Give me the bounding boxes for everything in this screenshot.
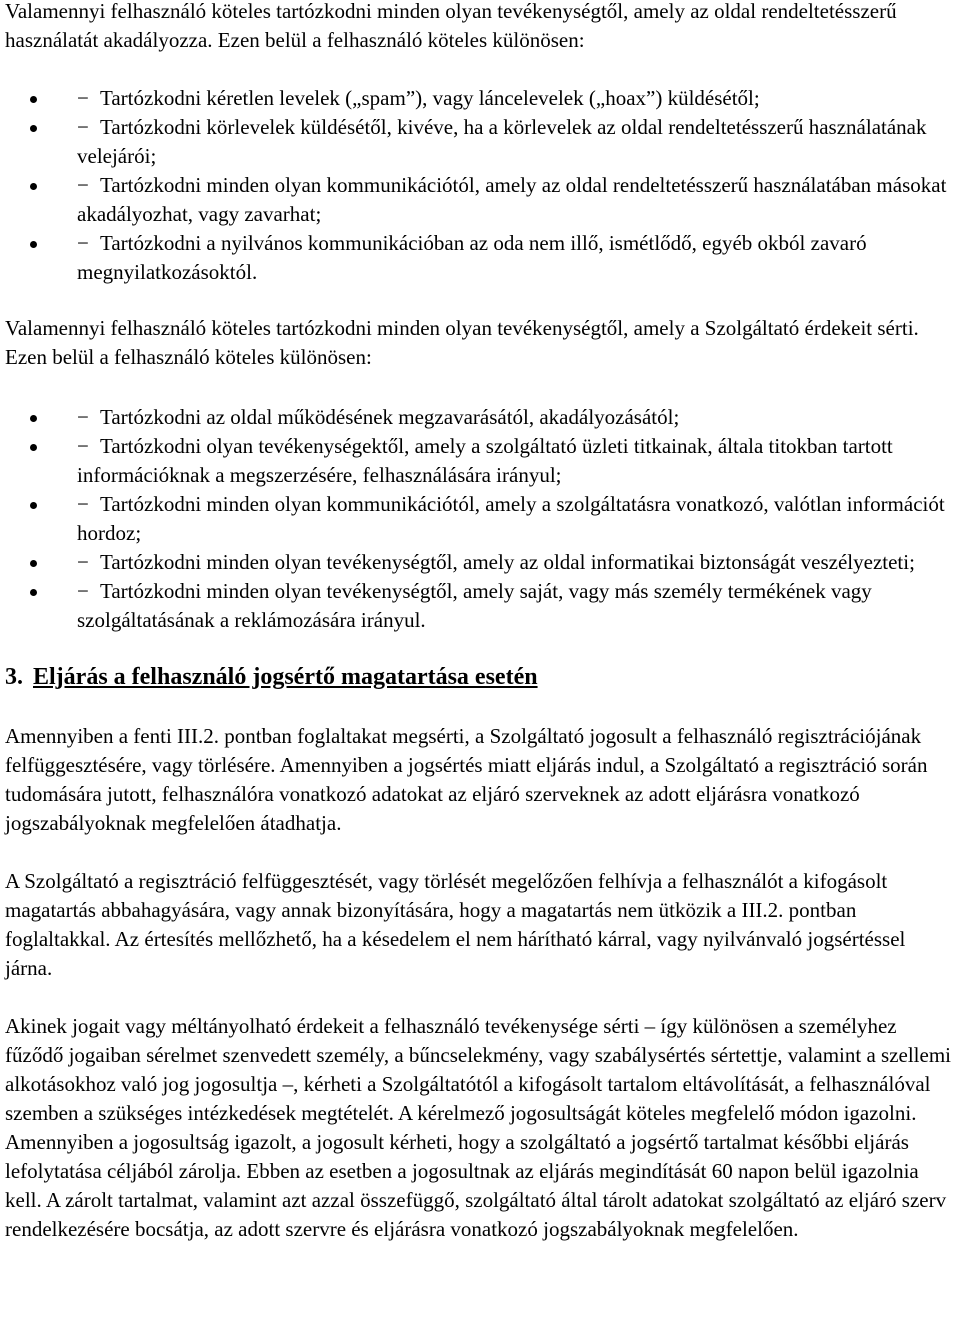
- list-item: [5, 548, 955, 577]
- list-item: [5, 84, 955, 113]
- usage-obligations-list: [5, 84, 955, 287]
- dash-glyph: −: [77, 115, 89, 139]
- dash-glyph: −: [77, 173, 89, 197]
- section-heading: [5, 661, 955, 693]
- provider-obligations-list: [5, 403, 955, 635]
- list-item-text: Tartózkodni az oldal működésének megzavarásától, akadályozásától;: [100, 405, 680, 429]
- list-item-text: Tartózkodni minden olyan kommunikációtól, amely az oldal rendeltetésszerű használatában másokat akadályozhat, vagy zavarhat;: [77, 173, 947, 226]
- bullet-icon: [30, 444, 37, 451]
- dash-glyph: −: [77, 231, 89, 255]
- list-item-text: Tartózkodni körlevelek küldésétől, kivéve, ha a körlevelek az oldal rendeltetésszerű használatának velejárói;: [77, 115, 927, 168]
- list-item-text: Tartózkodni minden olyan tevékenységtől, amely az oldal informatikai biztonságát veszélyezteti;: [100, 550, 915, 574]
- list-item: [5, 171, 955, 229]
- list-item-text: Tartózkodni olyan tevékenységektől, amely a szolgáltató üzleti titkainak, általa titokban tartott információknak a megszerzésére, felhasználására irányul;: [77, 434, 893, 487]
- list-item: [5, 229, 955, 287]
- bullet-icon: [30, 183, 37, 190]
- list-item: [5, 577, 955, 635]
- dash-glyph: −: [77, 405, 89, 429]
- rights-holder-paragraph: Akinek jogait vagy méltányolható érdekeit a felhasználó tevékenysége sérti – így különösen a személyhez fűződő jogaiban sérelmet szenvedett személy, a bűncselekmény, vagy szabálysértés sértettje, valamint a szellemi alkotásokhoz való jog jogosultja –, kérheti a Szolgáltatótól a kifogásolt tartalom eltávolítását, a felhasználóval szemben a szükséges intézkedések megtételét. A kérelmező jogosultságát köteles megfelelő módon igazolni. Amennyiben a jogosultság igazolt, a jogosult kérheti, hogy a szolgáltató a jogsértő tartalmat későbbi eljárás lefolytatása céljából zárolja. Ebben az esetben a jogosultnak az eljárás megindítását 60 napon belül igazolnia kell. A zárolt tartalmat, valamint azt azzal összefüggő, szolgáltató által tárolt adatokat szolgáltató az eljáró szerv rendelkezésére bocsátja, az adott szervre és eljárásra vonatkozó jogszabályoknak megfelelően.: [5, 1014, 951, 1241]
- bullet-icon: [30, 96, 37, 103]
- section-number: 3.: [5, 664, 23, 690]
- notice-paragraph: A Szolgáltató a regisztráció felfüggesztését, vagy törlését megelőzően felhívja a felhasználót a kifogásolt magatartás abbahagyására, vagy annak bizonyítására, hogy a magatartás nem ütközik a III.2. pontban foglaltakkal. Az értesítés mellőzhető, ha a késedelem el nem hárítható kárral, vagy nyilvánvaló jogsértéssel járna.: [5, 869, 906, 980]
- section-title: Eljárás a felhasználó jogsértő magatartása esetén: [33, 664, 538, 690]
- bullet-icon: [30, 125, 37, 132]
- violation-paragraph: Amennyiben a fenti III.2. pontban foglaltakat megsérti, a Szolgáltató jogosult a felhasználó regisztrációjának felfüggesztésére, vagy törlésére. Amennyiben a jogsértés miatt eljárás indul, a Szolgáltató a regisztráció során tudomására jutott, felhasználóra vonatkozó adatokat az eljáró szerveknek az adott eljárásra vonatkozó jogszabályoknak megfelelően átadhatja.: [5, 724, 928, 835]
- document-page: [5, 0, 955, 1244]
- dash-glyph: −: [77, 434, 89, 458]
- list-item-text: Tartózkodni a nyilvános kommunikációban az oda nem illő, ismétlődő, egyéb okból zavaró megnyilatkozásoktól.: [77, 231, 867, 284]
- bullet-icon: [30, 589, 37, 596]
- bullet-icon: [30, 502, 37, 509]
- bullet-icon: [30, 415, 37, 422]
- list-item-text: Tartózkodni minden olyan kommunikációtól, amely a szolgáltatásra vonatkozó, valótlan információt hordoz;: [77, 492, 945, 545]
- bullet-icon: [30, 560, 37, 567]
- intro-paragraph: Valamennyi felhasználó köteles tartózkodni minden olyan tevékenységtől, amely az oldal rendeltetésszerű használatát akadályozza. Ezen belül a felhasználó köteles különösen:: [5, 0, 897, 52]
- list-item: [5, 113, 955, 171]
- dash-glyph: −: [77, 550, 89, 574]
- list-item-text: Tartózkodni kéretlen levelek („spam”), vagy láncelevelek („hoax”) küldésétől;: [100, 86, 760, 110]
- dash-glyph: −: [77, 86, 89, 110]
- dash-glyph: −: [77, 579, 89, 603]
- list-item-text: Tartózkodni minden olyan tevékenységtől, amely saját, vagy más személy termékének vagy szolgáltatásának a reklámozására irányul.: [77, 579, 872, 632]
- provider-interests-paragraph: Valamennyi felhasználó köteles tartózkodni minden olyan tevékenységtől, amely a Szolgáltató érdekeit sérti. Ezen belül a felhasználó köteles különösen:: [5, 316, 919, 369]
- list-item: [5, 432, 955, 490]
- list-item: [5, 490, 955, 548]
- list-item: [5, 403, 955, 432]
- dash-glyph: −: [77, 492, 89, 516]
- bullet-icon: [30, 241, 37, 248]
